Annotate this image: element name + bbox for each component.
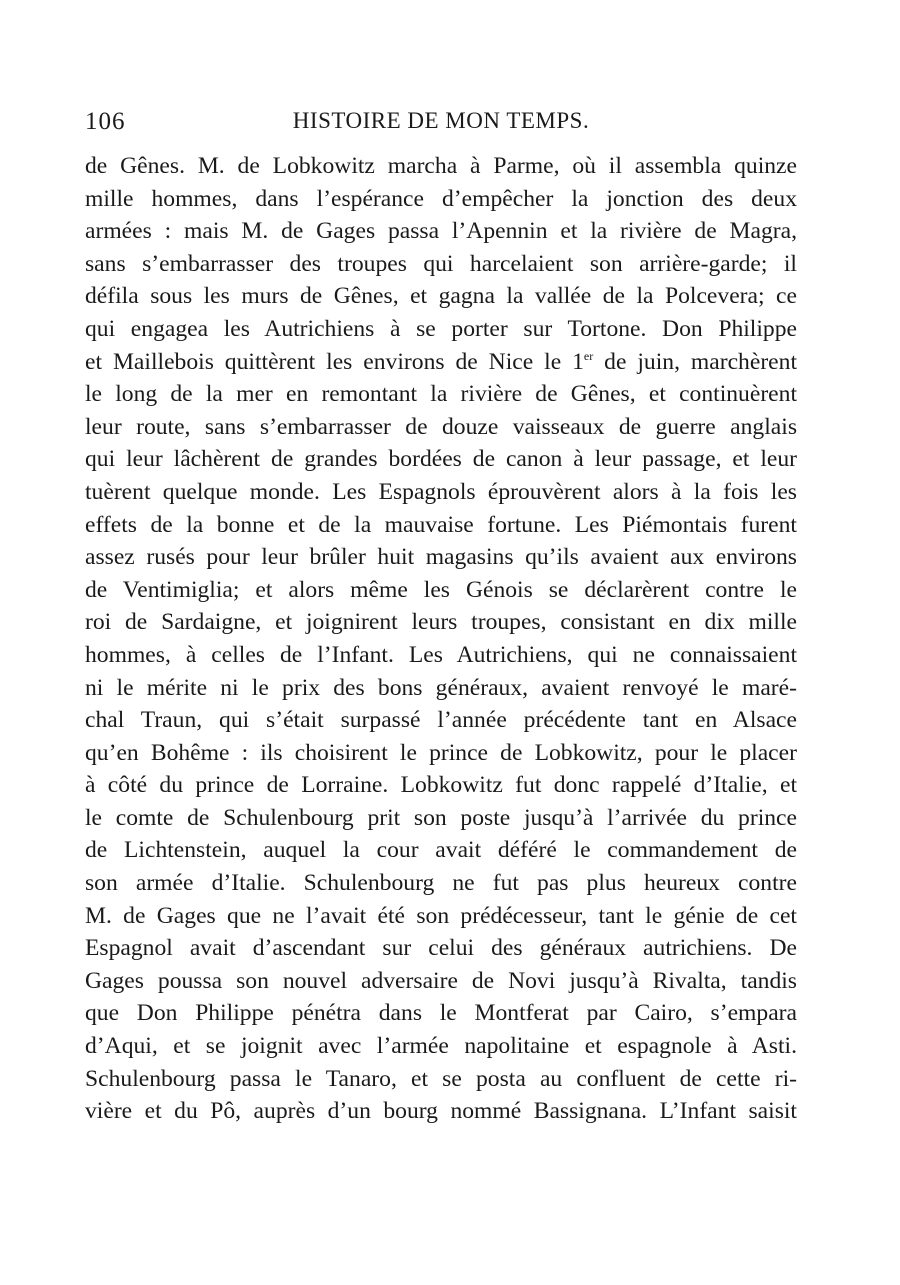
ordinal-superscript: er bbox=[583, 348, 594, 363]
text-line: mille hommes, dans l’espérance d’empêcher la jonction des deux bbox=[85, 185, 797, 212]
text-line: de Lichtenstein, auquel la cour avait déféré le commandement de bbox=[85, 837, 797, 864]
page-header bbox=[85, 108, 797, 144]
text-line: le comte de Schulenbourg prit son poste jusqu’à l’arrivée du prince bbox=[85, 804, 797, 831]
text-line: chal Traun, qui s’était surpassé l’année précédente tant en Alsace bbox=[85, 707, 797, 734]
text-line: d’Aqui, et se joignit avec l’armée napolitaine et espagnole à Asti. bbox=[85, 1033, 797, 1060]
text-line: tuèrent quelque monde. Les Espagnols éprouvèrent alors à la fois les bbox=[85, 478, 797, 505]
line-text: et Maillebois quittèrent les environs de Nice le bbox=[85, 348, 573, 375]
text-line: Gages poussa son nouvel adversaire de Novi jusqu’à Rivalta, tandis bbox=[85, 967, 797, 994]
text-line: qui leur lâchèrent de grandes bordées de canon à leur passage, et leur bbox=[85, 446, 797, 473]
text-line-with-date bbox=[85, 346, 797, 379]
date-number: 1 bbox=[572, 348, 584, 375]
text-line: Espagnol avait d’ascendant sur celui des généraux autrichiens. De bbox=[85, 935, 797, 962]
text-line: son armée d’Italie. Schulenbourg ne fut pas plus heureux contre bbox=[85, 870, 797, 897]
text-line: roi de Sardaigne, et joignirent leurs troupes, consistant en dix mille bbox=[85, 609, 797, 636]
text-line: que Don Philippe pénétra dans le Montferat par Cairo, s’empara bbox=[85, 1000, 797, 1027]
running-title: HISTOIRE DE MON TEMPS. bbox=[292, 108, 590, 133]
text-line: leur route, sans s’embarrasser de douze vaisseaux de guerre anglais bbox=[85, 413, 797, 440]
text-line: assez rusés pour leur brûler huit magasins qu’ils avaient aux environs bbox=[85, 544, 797, 571]
text-line: à côté du prince de Lorraine. Lobkowitz fut donc rappelé d’Italie, et bbox=[85, 772, 797, 799]
page-number: 106 bbox=[85, 108, 126, 135]
text-line: défila sous les murs de Gênes, et gagna la vallée de la Polcevera; ce bbox=[85, 283, 797, 310]
text-line: vière et du Pô, auprès d’un bourg nommé Bassignana. L’Infant saisit bbox=[85, 1098, 797, 1125]
text-line: qui engagea les Autrichiens à se porter sur Tortone. Don Philippe bbox=[85, 315, 797, 342]
text-line: hommes, à celles de l’Infant. Les Autrichiens, qui ne connaissaient bbox=[85, 641, 797, 668]
text-line: le long de la mer en remontant la rivière de Gênes, et continuèrent bbox=[85, 381, 797, 408]
text-line: sans s’embarrasser des troupes qui harcelaient son arrière-garde; il bbox=[85, 250, 797, 277]
text-line: de Ventimiglia; et alors même les Génois se déclarèrent contre le bbox=[85, 576, 797, 603]
text-line: armées : mais M. de Gages passa l’Apennin et la rivière de Magra, bbox=[85, 218, 797, 245]
line-text-rest: de juin, marchèrent bbox=[593, 348, 798, 375]
text-line: de Gênes. M. de Lobkowitz marcha à Parme, où il assembla quinze bbox=[85, 153, 797, 179]
text-line: qu’en Bohême : ils choisirent le prince de Lobkowitz, pour le placer bbox=[85, 739, 797, 766]
text-line: ni le mérite ni le prix des bons généraux, avaient renvoyé le maré- bbox=[85, 674, 797, 701]
body-text bbox=[85, 150, 797, 1128]
text-line: M. de Gages que ne l’avait été son prédécesseur, tant le génie de cet bbox=[85, 902, 797, 929]
text-line: Schulenbourg passa le Tanaro, et se posta au confluent de cette ri- bbox=[85, 1065, 797, 1092]
text-line: effets de la bonne et de la mauvaise fortune. Les Piémontais furent bbox=[85, 511, 797, 538]
